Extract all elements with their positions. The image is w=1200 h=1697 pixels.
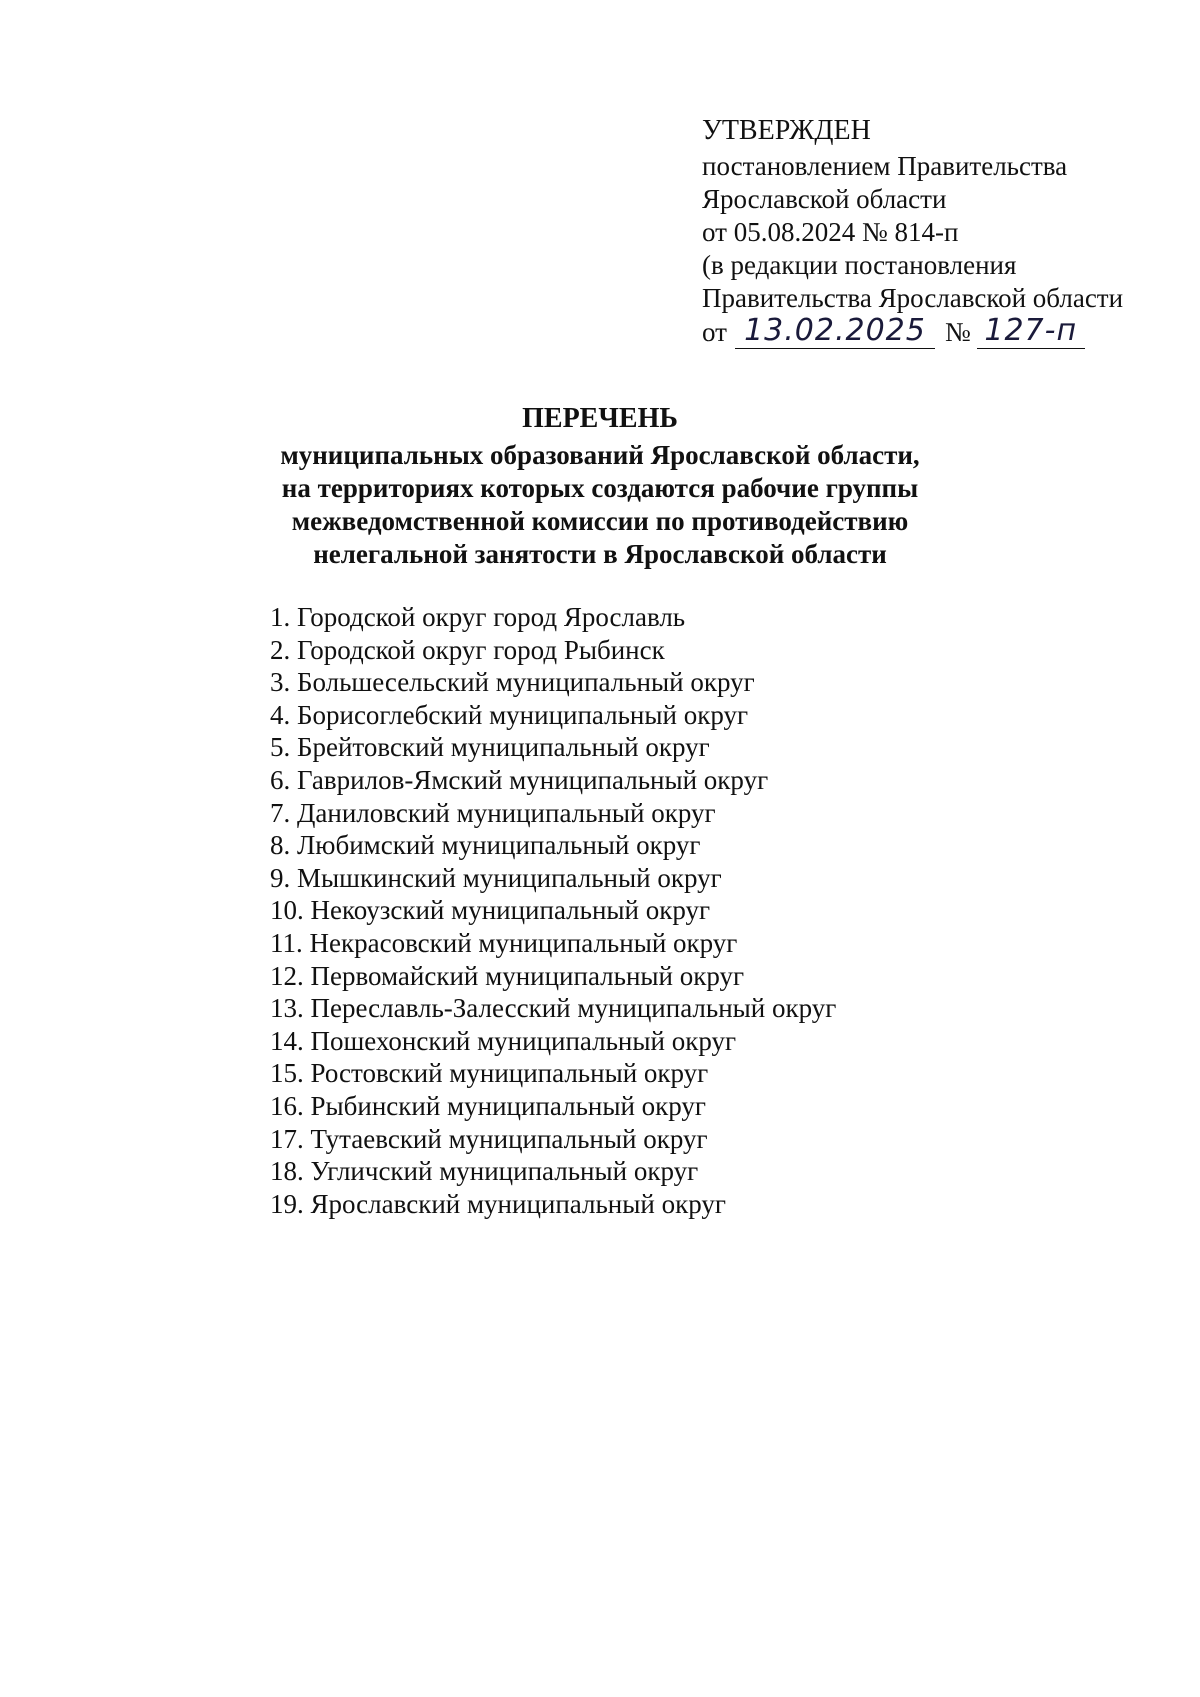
list-item: 6. Гаврилов-Ямский муниципальный округ [270,764,769,795]
list-item: 4. Борисоглебский муниципальный округ [270,699,749,730]
number-sign: № [944,317,971,347]
list-item: 14. Пошехонский муниципальный округ [270,1025,737,1056]
list-item: 7. Даниловский муниципальный округ [270,797,716,828]
list-item: 10. Некоузский муниципальный округ [270,895,711,926]
handwritten-number: 127-п [984,313,1078,348]
list-item: 12. Первомайский муниципальный округ [270,960,745,991]
approval-line: Правительства Ярославской области [702,283,1124,313]
approval-line: от 05.08.2024 № 814-п [702,217,959,247]
approval-line: постановлением Правительства [702,151,1068,181]
list-item: 5. Брейтовский муниципальный округ [270,732,710,763]
title-line: межведомственной комиссии по противодействию [291,506,909,536]
approval-line: Ярославской области [702,184,947,214]
list-item: 3. Большесельский муниципальный округ [270,667,755,698]
approval-block [702,112,1172,349]
list-item: 16. Рыбинский муниципальный округ [270,1090,707,1121]
title-main: ПЕРЕЧЕНЬ [522,403,678,434]
list-item: 19. Ярославский муниципальный округ [270,1188,726,1219]
title-line: нелегальной занятости в Ярославской области [313,539,887,569]
approval-signature-line [702,315,1172,349]
handwritten-number-field [977,315,1085,349]
list-item: 13. Переславль-Залесский муниципальный округ [270,993,837,1024]
municipality-list [270,601,1070,1220]
list-item: 1. Городской округ город Ярославль [270,602,686,632]
handwritten-date-field [735,315,935,349]
approval-heading: УТВЕРЖДЕН [702,115,871,146]
list-item: 8. Любимский муниципальный округ [270,830,701,861]
handwritten-date: 13.02.2025 [744,313,926,348]
list-item: 15. Ростовский муниципальный округ [270,1058,709,1089]
document-title [200,402,1000,571]
title-line: муниципальных образований Ярославской области, [280,440,920,470]
list-item: 18. Угличский муниципальный округ [270,1156,699,1187]
list-item: 2. Городской округ город Рыбинск [270,634,665,665]
approval-line: (в редакции постановления [702,250,1017,280]
list-item: 17. Тутаевский муниципальный округ [270,1123,708,1154]
list-item: 11. Некрасовский муниципальный округ [270,927,738,958]
title-line: на территориях которых создаются рабочие группы [281,473,919,503]
list-item: 9. Мышкинский муниципальный округ [270,862,722,893]
signature-prefix: от [702,317,727,347]
